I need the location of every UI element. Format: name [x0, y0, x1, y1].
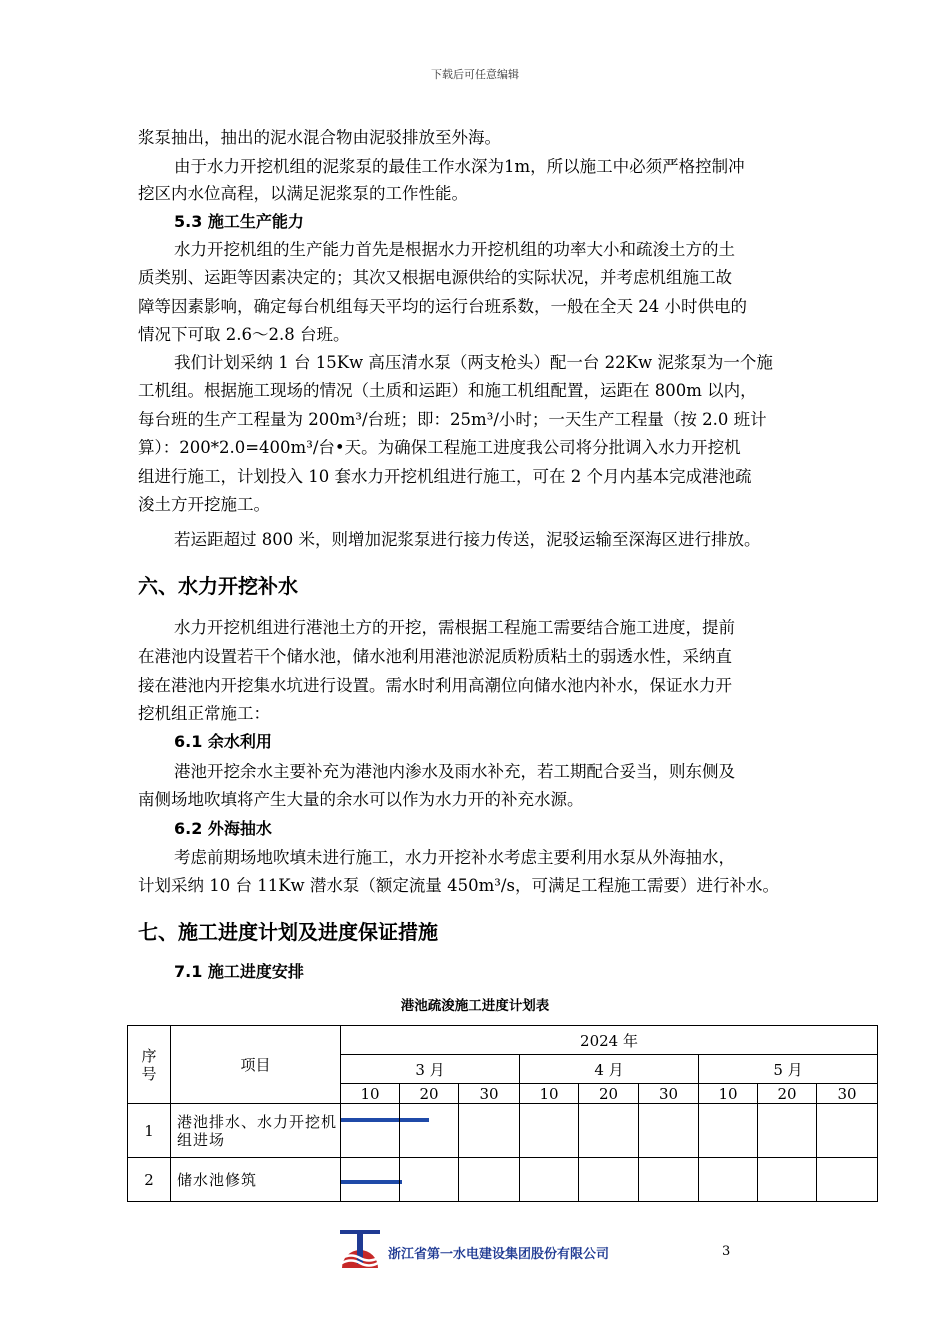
- month-cell: 4 月: [520, 1055, 699, 1084]
- gantt-cell: [341, 1104, 400, 1158]
- chapter-heading-7: 七、施工进度计划及进度保证措施: [138, 920, 438, 944]
- table-row: [128, 1158, 878, 1202]
- paragraph-line: 质类别、运距等因素决定的；其次又根据电源供给的实际状况，并考虑机组施工故: [138, 268, 732, 287]
- header-cell-year: 2024 年: [341, 1026, 878, 1055]
- day-cell: 30: [817, 1084, 878, 1104]
- paragraph-line: 水力开挖机组进行港池土方的开挖，需根据工程施工需要结合施工进度，提前: [174, 618, 735, 637]
- paragraph-line: 南侧场地吹填将产生大量的余水可以作为水力开的补充水源。: [138, 790, 584, 809]
- row-item: 储水池修筑: [171, 1158, 341, 1202]
- page-number: 3: [722, 1244, 731, 1259]
- gantt-cell: [699, 1104, 758, 1158]
- chapter-heading-6: 六、水力开挖补水: [138, 574, 298, 598]
- footer-company: 浙江省第一水电建设集团股份有限公司: [388, 1247, 610, 1262]
- paragraph-line: 挖机组正常施工：: [138, 704, 270, 723]
- gantt-cell: [639, 1158, 699, 1202]
- day-cell: 10: [520, 1084, 579, 1104]
- day-cell: 20: [758, 1084, 817, 1104]
- gantt-cell: [639, 1104, 699, 1158]
- gantt-cell: [459, 1158, 520, 1202]
- gantt-bar: [400, 1180, 402, 1184]
- month-cell: 5 月: [699, 1055, 878, 1084]
- gantt-cell: [758, 1158, 817, 1202]
- company-logo-icon: [338, 1228, 382, 1272]
- day-cell: 10: [699, 1084, 758, 1104]
- header-cell-item: 项目: [171, 1026, 341, 1104]
- gantt-cell: [579, 1104, 639, 1158]
- header-note: 下载后可任意编辑: [431, 68, 519, 81]
- day-cell: 30: [459, 1084, 520, 1104]
- paragraph-line: 由于水力开挖机组的泥浆泵的最佳工作水深为1m，所以施工中必须严格控制冲: [174, 157, 745, 176]
- schedule-table: [127, 1025, 878, 1202]
- paragraph-line: 接在港池内开挖集水坑进行设置。需水时利用高潮位向储水池内补水，保证水力开: [138, 676, 732, 695]
- table-title: 港池疏浚施工进度计划表: [400, 998, 550, 1014]
- paragraph-line: 若运距超过 800 米，则增加泥浆泵进行接力传送，泥驳运输至深海区进行排放。: [174, 530, 761, 549]
- gantt-cell: [579, 1158, 639, 1202]
- gantt-cell: [699, 1158, 758, 1202]
- gantt-cell: [341, 1158, 400, 1202]
- paragraph-line: 计划采纳 10 台 11Kw 潜水泵（额定流量 450m³/s，可满足工程施工需要）进行补水。: [138, 876, 779, 895]
- gantt-bar: [341, 1180, 399, 1184]
- month-cell: 3 月: [341, 1055, 520, 1084]
- paragraph-line: 浚土方开挖施工。: [138, 495, 270, 514]
- paragraph-line: 考虑前期场地吹填未进行施工，水力开挖补水考虑主要利用水泵从外海抽水，: [174, 848, 735, 867]
- paragraph-line: 情况下可取 2.6～2.8 台班。: [138, 325, 350, 344]
- paragraph-line: 我们计划采纳 1 台 15Kw 高压清水泵（两支枪头）配一台 22Kw 泥浆泵为一个施: [174, 353, 773, 372]
- paragraph-line: 水力开挖机组的生产能力首先是根据水力开挖机组的功率大小和疏浚土方的土: [174, 240, 735, 259]
- section-heading-5-3: 5.3 施工生产能力: [174, 212, 304, 231]
- paragraph-line: 每台班的生产工程量为 200m³/台班；即：25m³/小时；一天生产工程量（按 2.0 班计: [138, 410, 767, 429]
- gantt-cell: [400, 1104, 459, 1158]
- gantt-cell: [758, 1104, 817, 1158]
- gantt-bar: [400, 1118, 429, 1122]
- gantt-cell: [459, 1104, 520, 1158]
- day-cell: 10: [341, 1084, 400, 1104]
- paragraph-line: 算）：200*2.0=400m³/台•天。为确保工程施工进度我公司将分批调入水力开挖机: [138, 438, 741, 457]
- paragraph-line: 在港池内设置若干个储水池，储水池利用港池淤泥质粉质粘土的弱透水性，采纳直: [138, 647, 732, 666]
- day-cell: 20: [579, 1084, 639, 1104]
- gantt-cell: [520, 1104, 579, 1158]
- paragraph-line: 工机组。根据施工现场的情况（土质和运距）和施工机组配置，运距在 800m 以内，: [138, 381, 757, 400]
- header-cell-no: [128, 1026, 171, 1104]
- section-heading-6-1: 6.1 余水利用: [174, 732, 272, 751]
- paragraph-line: 障等因素影响，确定每台机组每天平均的运行台班系数，一般在全天 24 小时供电的: [138, 297, 747, 316]
- row-no: 1: [128, 1104, 171, 1158]
- day-cell: 30: [639, 1084, 699, 1104]
- header-no-text: 序号: [141, 1046, 157, 1083]
- paragraph-line: 挖区内水位高程，以满足泥浆泵的工作性能。: [138, 184, 468, 203]
- gantt-cell: [817, 1158, 878, 1202]
- section-heading-6-2: 6.2 外海抽水: [174, 819, 272, 838]
- section-heading-7-1: 7.1 施工进度安排: [174, 962, 304, 981]
- day-cell: 20: [400, 1084, 459, 1104]
- gantt-cell: [817, 1104, 878, 1158]
- gantt-cell: [520, 1158, 579, 1202]
- gantt-bar: [341, 1118, 399, 1122]
- paragraph-line: 浆泵抽出，抽出的泥水混合物由泥驳排放至外海。: [138, 128, 501, 147]
- row-no: 2: [128, 1158, 171, 1202]
- gantt-cell: [400, 1158, 459, 1202]
- paragraph-line: 港池开挖余水主要补充为港池内渗水及雨水补充，若工期配合妥当，则东侧及: [174, 762, 735, 781]
- paragraph-line: 组进行施工，计划投入 10 套水力开挖机组进行施工，可在 2 个月内基本完成港池疏: [138, 467, 752, 486]
- row-item: 港池排水、水力开挖机组进场: [171, 1104, 341, 1158]
- table-row: [128, 1104, 878, 1158]
